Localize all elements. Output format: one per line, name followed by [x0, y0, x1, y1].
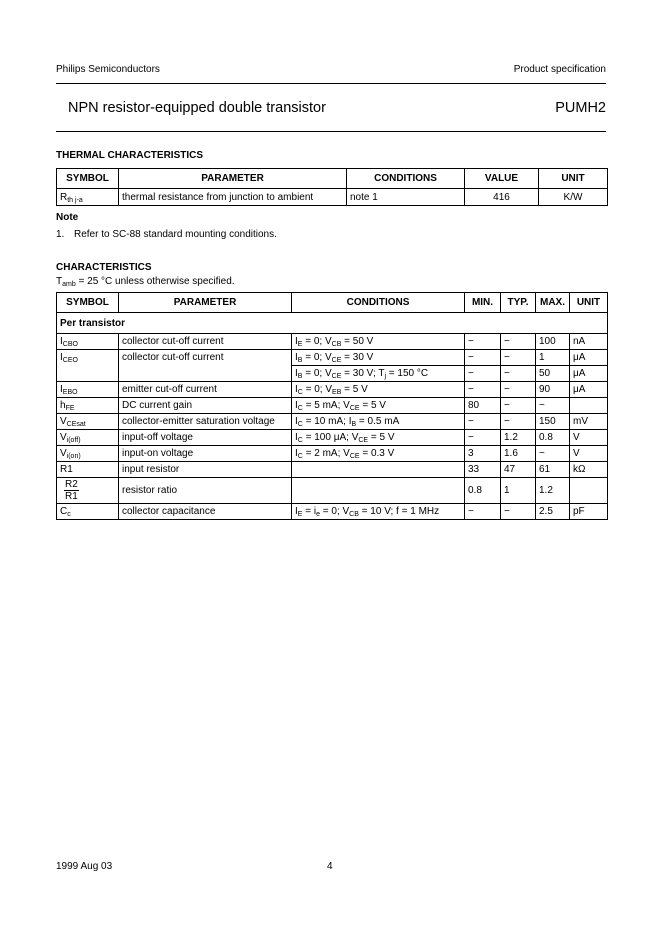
thermal-header-row: [57, 169, 608, 189]
symbol-cell: $I_{EBO}$: [57, 382, 119, 398]
parameter-cell: input-off voltage: [119, 430, 292, 446]
group-label: Per transistor: [57, 313, 608, 334]
thermal-heading: THERMAL CHARACTERISTICS: [56, 150, 204, 161]
parameter-cell: [119, 366, 292, 382]
parameter-cell: collector cut-off current: [119, 350, 292, 366]
unit-cell: [570, 398, 608, 414]
min-cell: −: [465, 430, 501, 446]
group-row: [57, 313, 608, 334]
conditions-cell: note 1: [347, 189, 465, 206]
note-heading: Note: [56, 212, 79, 223]
min-cell: 3: [465, 446, 501, 462]
col-header: UNIT: [539, 169, 608, 189]
unit-cell: pF: [570, 504, 608, 520]
symbol-cell: $C_c$: [57, 504, 119, 520]
table-row: [57, 366, 608, 382]
min-cell: 0.8: [465, 478, 501, 504]
conditions-cell: $I_E = i_e = 0$; $V_{CB} = 10$ V; f = 1 MHz: [292, 504, 465, 520]
document-type: Product specification: [513, 64, 606, 75]
table-row: [57, 414, 608, 430]
company-name: Philips Semiconductors: [56, 64, 160, 75]
min-cell: 33: [465, 462, 501, 478]
col-header: SYMBOL: [57, 293, 119, 313]
parameter-cell: thermal resistance from junction to ambient: [119, 189, 347, 206]
characteristics-heading: CHARACTERISTICS: [56, 262, 152, 273]
header-rule: [56, 83, 606, 84]
symbol-cell: $I_{CBO}$: [57, 334, 119, 350]
table-row: [57, 189, 608, 206]
symbol-cell: $R_{th j-a}$: [57, 189, 119, 206]
max-cell: −: [536, 446, 570, 462]
thermal-table: [56, 168, 608, 206]
typ-cell: 47: [501, 462, 536, 478]
table-row: [57, 504, 608, 520]
unit-cell: μA: [570, 350, 608, 366]
table-row: [57, 382, 608, 398]
parameter-cell: collector capacitance: [119, 504, 292, 520]
parameter-cell: DC current gain: [119, 398, 292, 414]
typ-cell: 1.6: [501, 446, 536, 462]
conditions-cell: $I_B = 0$; $V_{CE} = 30$ V: [292, 350, 465, 366]
table-row: [57, 350, 608, 366]
col-header: MIN.: [465, 293, 501, 313]
parameter-cell: input resistor: [119, 462, 292, 478]
symbol-cell: $V_{CEsat}$: [57, 414, 119, 430]
conditions-cell: $I_C = 100$ μA; $V_{CE} = 5$ V: [292, 430, 465, 446]
typ-cell: −: [501, 414, 536, 430]
conditions-cell: $I_B = 0$; $V_{CE} = 30$ V; $T_j = 150$ °C: [292, 366, 465, 382]
min-cell: −: [465, 350, 501, 366]
col-header: CONDITIONS: [347, 169, 465, 189]
parameter-cell: collector cut-off current: [119, 334, 292, 350]
conditions-cell: $I_C = 5$ mA; $V_{CE} = 5$ V: [292, 398, 465, 414]
unit-cell: K/W: [539, 189, 608, 206]
col-header: SYMBOL: [57, 169, 119, 189]
typ-cell: −: [501, 334, 536, 350]
max-cell: 50: [536, 366, 570, 382]
symbol-cell: $V_{i(on)}$: [57, 446, 119, 462]
min-cell: −: [465, 382, 501, 398]
symbol-cell: $V_{i(off)}$: [57, 430, 119, 446]
col-header: PARAMETER: [119, 293, 292, 313]
parameter-cell: emitter cut-off current: [119, 382, 292, 398]
max-cell: 90: [536, 382, 570, 398]
unit-cell: μA: [570, 366, 608, 382]
parameter-cell: input-on voltage: [119, 446, 292, 462]
symbol-cell: R1: [57, 462, 119, 478]
conditions-cell: $I_C = 2$ mA; $V_{CE} = 0.3$ V: [292, 446, 465, 462]
col-header: PARAMETER: [119, 169, 347, 189]
typ-cell: −: [501, 382, 536, 398]
page-number: 4: [327, 861, 333, 872]
table-row: [57, 334, 608, 350]
unit-cell: [570, 478, 608, 504]
resistor-ratio-fraction: $\frac{R2}{R1}$: [65, 479, 78, 502]
max-cell: 0.8: [536, 430, 570, 446]
conditions-cell: $I_E = 0$; $V_{CB} = 50$ V: [292, 334, 465, 350]
min-cell: −: [465, 366, 501, 382]
typ-cell: −: [501, 366, 536, 382]
characteristics-conditions: $T_{amb} = 25$ °C unless otherwise specified.: [56, 276, 235, 288]
max-cell: 1.2: [536, 478, 570, 504]
unit-cell: kΩ: [570, 462, 608, 478]
unit-cell: μA: [570, 382, 608, 398]
conditions-cell: $I_C = 0$; $V_{EB} = 5$ V: [292, 382, 465, 398]
min-cell: −: [465, 504, 501, 520]
min-cell: −: [465, 414, 501, 430]
conditions-cell: [292, 462, 465, 478]
parameter-cell: resistor ratio: [119, 478, 292, 504]
min-cell: 80: [465, 398, 501, 414]
unit-cell: V: [570, 446, 608, 462]
table-row: [57, 430, 608, 446]
max-cell: 2.5: [536, 504, 570, 520]
note-text: Refer to SC-88 standard mounting conditions.: [74, 229, 277, 240]
symbol-cell: $h_{FE}$: [57, 398, 119, 414]
unit-cell: V: [570, 430, 608, 446]
characteristics-header-row: [57, 293, 608, 313]
symbol-cell: [57, 478, 119, 504]
typ-cell: −: [501, 504, 536, 520]
max-cell: 150: [536, 414, 570, 430]
max-cell: 100: [536, 334, 570, 350]
max-cell: 61: [536, 462, 570, 478]
symbol-cell: [57, 366, 119, 382]
parameter-cell: collector-emitter saturation voltage: [119, 414, 292, 430]
unit-cell: mV: [570, 414, 608, 430]
conditions-cell: [292, 478, 465, 504]
title-rule: [56, 131, 606, 132]
typ-cell: −: [501, 350, 536, 366]
col-header: MAX.: [536, 293, 570, 313]
note-number: 1.: [56, 229, 65, 240]
col-header: UNIT: [570, 293, 608, 313]
table-row: [57, 446, 608, 462]
max-cell: −: [536, 398, 570, 414]
col-header: VALUE: [465, 169, 539, 189]
value-cell: 416: [465, 189, 539, 206]
footer-date: 1999 Aug 03: [56, 861, 113, 872]
typ-cell: 1: [501, 478, 536, 504]
max-cell: 1: [536, 350, 570, 366]
part-number: PUMH2: [555, 100, 606, 116]
unit-cell: nA: [570, 334, 608, 350]
table-row: [57, 478, 608, 504]
device-description: NPN resistor-equipped double transistor: [68, 100, 326, 116]
col-header: TYP.: [501, 293, 536, 313]
symbol-cell: $I_{CEO}$: [57, 350, 119, 366]
min-cell: −: [465, 334, 501, 350]
table-row: [57, 398, 608, 414]
table-row: [57, 462, 608, 478]
typ-cell: 1.2: [501, 430, 536, 446]
col-header: CONDITIONS: [292, 293, 465, 313]
characteristics-table: [56, 292, 608, 520]
typ-cell: −: [501, 398, 536, 414]
conditions-cell: $I_C = 10$ mA; $I_B = 0.5$ mA: [292, 414, 465, 430]
